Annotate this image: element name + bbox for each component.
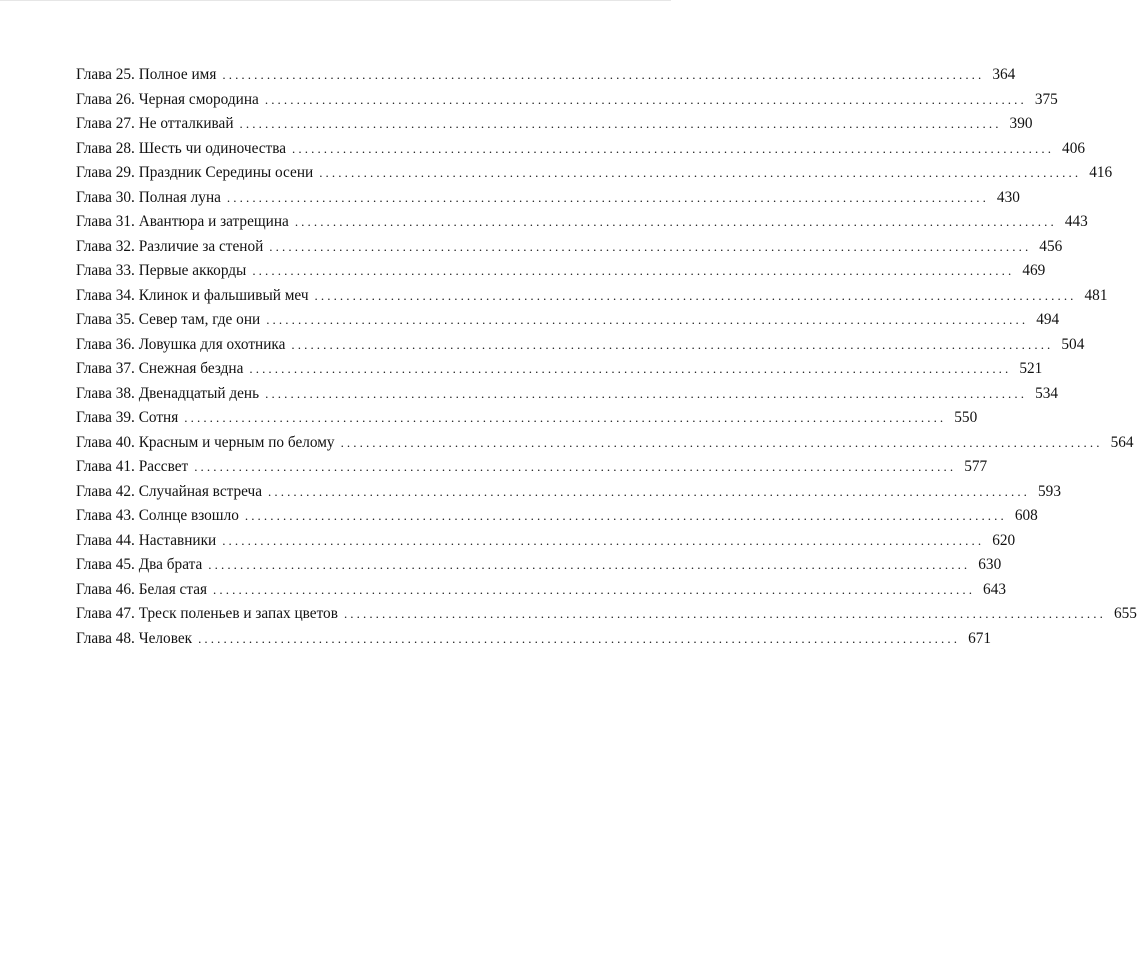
toc-entry-page: 375: [1034, 90, 1058, 108]
toc-dot-leader: ........................................................................................................................: [340, 434, 1103, 450]
toc-entry-page: 534: [1035, 384, 1059, 402]
toc-dot-leader: ........................................................................................................................: [208, 557, 971, 572]
toc-entry-page: 564: [1110, 433, 1134, 451]
toc-entry-page: 608: [1014, 507, 1038, 524]
toc-entry-title: Глава 38. Двенадцатый день: [76, 384, 260, 402]
toc-dot-leader: ........................................................................................................................: [249, 361, 1012, 376]
toc-dot-leader: ........................................................................................................................: [252, 263, 1015, 278]
toc-dot-leader: ........................................................................................................................: [294, 214, 1057, 229]
toc-dot-leader: ........................................................................................................................: [266, 312, 1029, 327]
toc-dot-leader: ........................................................................................................................: [194, 459, 957, 474]
toc-entry-page: 655: [1113, 605, 1137, 622]
toc-dot-leader: ........................................................................................................................: [264, 91, 1027, 107]
toc-entry-title: Глава 45. Два брата: [76, 556, 203, 573]
toc-entry-title: Глава 36. Ловушка для охотника: [76, 335, 286, 353]
toc-entry: [76, 186, 1020, 211]
toc-entry: [76, 88, 1058, 113]
toc-entry: [76, 137, 1085, 162]
toc-entry-page: 364: [992, 66, 1016, 83]
toc-dot-leader: ........................................................................................................................: [222, 67, 985, 82]
toc-entry: [76, 529, 1016, 554]
toc-entry: [76, 284, 1108, 309]
toc-dot-leader: ........................................................................................................................: [314, 287, 1077, 303]
toc-dot-leader: ........................................................................................................................: [269, 238, 1032, 254]
toc-entry-title: Глава 32. Различие за стеной: [76, 237, 264, 255]
toc-dot-leader: ........................................................................................................................: [265, 385, 1028, 401]
toc-entry: [76, 553, 1002, 578]
toc-entry: [76, 210, 1088, 235]
toc-entry: [76, 480, 1061, 505]
toc-entry: [76, 63, 1016, 88]
toc-entry-title: Глава 46. Белая стая: [76, 580, 208, 598]
toc-entry-title: Глава 48. Человек: [76, 629, 193, 647]
toc-entry: [76, 259, 1046, 284]
toc-entry-title: Глава 28. Шесть чи одиночества: [76, 139, 287, 157]
toc-entry: [76, 504, 1038, 529]
toc-entry-title: Глава 44. Наставники: [76, 531, 217, 549]
toc-dot-leader: ........................................................................................................................: [343, 606, 1106, 621]
toc-entry-title: Глава 40. Красным и черным по белому: [76, 433, 335, 451]
toc-entry: [76, 161, 1113, 186]
toc-dot-leader: ........................................................................................................................: [244, 508, 1007, 523]
toc-entry: [76, 333, 1085, 358]
toc-entry-title: Глава 41. Рассвет: [76, 458, 189, 475]
toc-entry-title: Глава 42. Случайная встреча: [76, 482, 263, 500]
toc-entry-page: 671: [968, 629, 992, 647]
toc-entry-page: 430: [996, 188, 1020, 206]
toc-entry-page: 469: [1022, 262, 1046, 279]
toc-entry-page: 643: [983, 580, 1006, 598]
toc-entry-page: 406: [1062, 139, 1085, 157]
toc-entry: [76, 431, 1134, 456]
toc-entry: [76, 357, 1043, 382]
toc-entry-page: 416: [1089, 164, 1113, 181]
toc-entry-title: Глава 29. Праздник Середины осени: [76, 164, 314, 181]
toc-entry-title: Глава 30. Полная луна: [76, 188, 221, 206]
toc-entry: [76, 406, 978, 431]
toc-entry: [76, 112, 1033, 137]
toc-entry-title: Глава 35. Север там, где они: [76, 311, 261, 328]
toc-entry-title: Глава 33. Первые аккорды: [76, 262, 247, 279]
toc-entry: [76, 578, 1006, 603]
toc-entry-title: Глава 26. Черная смородина: [76, 90, 259, 108]
toc-entry-title: Глава 25. Полное имя: [76, 66, 217, 83]
toc-entry: [76, 235, 1063, 260]
toc-dot-leader: ........................................................................................................................: [213, 581, 976, 597]
toc-entry: [76, 627, 992, 652]
toc-entry-page: 630: [978, 556, 1002, 573]
toc-entry-page: 577: [964, 458, 988, 475]
toc-entry-page: 481: [1084, 286, 1108, 304]
toc-dot-leader: ........................................................................................................................: [319, 165, 1082, 180]
toc-entry-page: 593: [1038, 482, 1061, 500]
toc-entry-page: 390: [1009, 115, 1033, 132]
toc-dot-leader: ........................................................................................................................: [184, 410, 947, 425]
toc-entry: [76, 455, 988, 480]
table-of-contents: [76, 63, 1137, 651]
toc-entry: [76, 602, 1137, 627]
toc-entry-title: Глава 34. Клинок и фальшивый меч: [76, 286, 309, 304]
toc-entry: [76, 308, 1060, 333]
toc-entry-title: Глава 43. Солнце взошло: [76, 507, 239, 524]
toc-entry-page: 443: [1064, 213, 1088, 230]
toc-entry-title: Глава 39. Сотня: [76, 409, 179, 426]
toc-dot-leader: ........................................................................................................................: [226, 189, 989, 205]
toc-entry-title: Глава 47. Треск поленьев и запах цветов: [76, 605, 338, 622]
toc-entry-page: 620: [992, 531, 1016, 549]
toc-dot-leader: ........................................................................................................................: [198, 630, 961, 646]
toc-entry-page: 550: [954, 409, 978, 426]
toc-entry-title: Глава 37. Снежная бездна: [76, 360, 244, 377]
toc-entry-title: Глава 31. Авантюра и затрещина: [76, 213, 289, 230]
toc-entry-page: 521: [1019, 360, 1043, 377]
toc-entry-page: 504: [1061, 335, 1085, 353]
toc-dot-leader: ........................................................................................................................: [268, 483, 1031, 499]
toc-dot-leader: ........................................................................................................................: [292, 140, 1055, 156]
toc-entry: [76, 382, 1059, 407]
toc-entry-page: 456: [1039, 237, 1063, 255]
toc-dot-leader: ........................................................................................................................: [222, 532, 985, 548]
toc-dot-leader: ........................................................................................................................: [239, 116, 1002, 131]
toc-entry-page: 494: [1036, 311, 1060, 328]
toc-dot-leader: ........................................................................................................................: [291, 336, 1054, 352]
toc-entry-title: Глава 27. Не отталкивай: [76, 115, 234, 132]
